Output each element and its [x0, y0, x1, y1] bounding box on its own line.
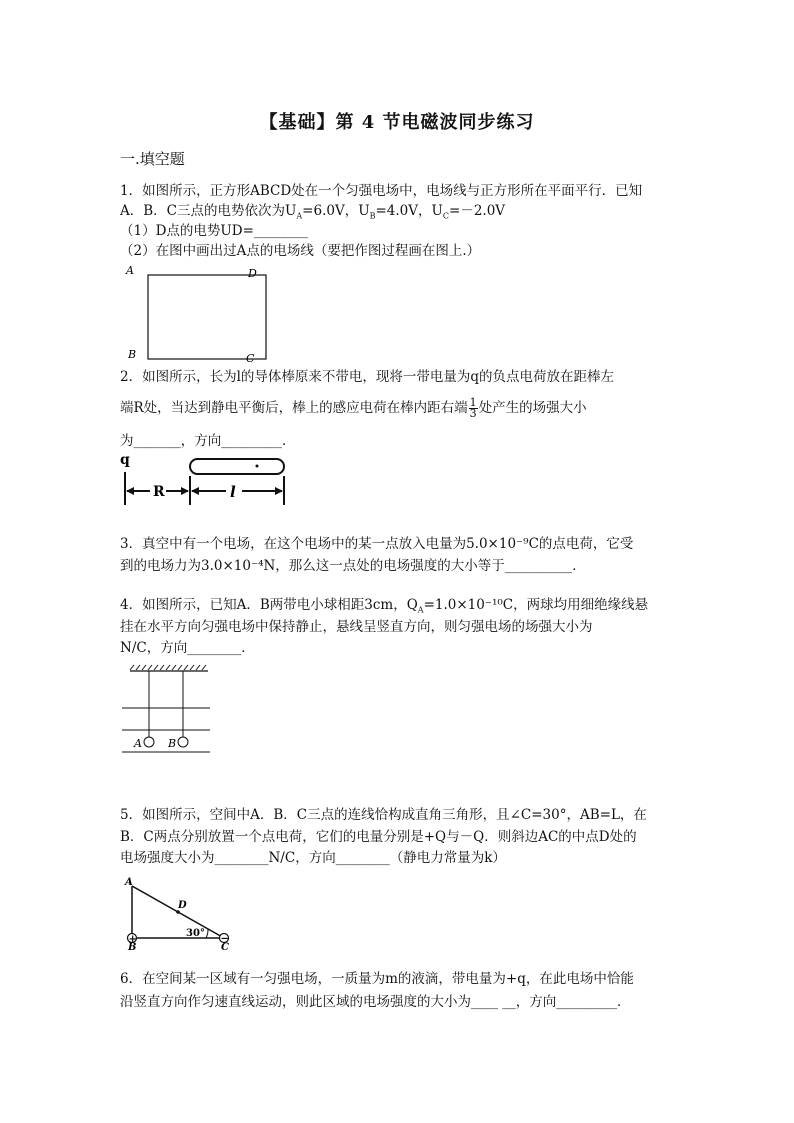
section-heading: 一.填空题: [120, 150, 185, 168]
q5-triangle-figure: [120, 874, 240, 950]
q2-label-l: l: [230, 483, 236, 501]
q5-label-d: D: [178, 900, 187, 911]
q4-line-2: 挂在水平方向匀强电场中保持静止，悬线呈竖直方向，则匀强电场的场强大小为: [120, 619, 593, 635]
q5-plus-sign: +: [128, 934, 137, 945]
q1-label-a: A: [126, 264, 134, 277]
q1-line-1: 1．如图所示，正方形ABCD处在一个匀强电场中，电场线与正方形所在平面平行．已知: [120, 183, 643, 199]
q5-line-1: 5．如图所示，空间中A．B．C三点的连线恰构成直角三角形，且∠C=30°，AB=L，在: [120, 807, 647, 823]
page-title: 【基础】第 4 节电磁波同步练习: [259, 112, 535, 133]
q4-line-1: 4．如图所示，已知A．B两带电小球相距3cm，$Q_A=1.0\times 10^{-10}C$，两球均用细绝缘线悬: [120, 597, 649, 615]
q5-angle-label: 30°: [186, 928, 205, 939]
q4-hanging-balls-figure: [120, 664, 215, 756]
q1-label-d: D: [248, 267, 257, 280]
q5-line-3: 电场强度大小为________N/C，方向________（静电力常量为k）: [120, 850, 506, 866]
q2-label-r: R: [153, 484, 165, 500]
q1-label-c: C: [246, 352, 255, 364]
q5-minus-sign: −: [220, 933, 229, 945]
q4-label-b: B: [168, 737, 177, 750]
q2-label-q: q: [120, 452, 130, 468]
q3-line-2: 到的电场力为3.0×10⁻⁴N，那么这一点处的电场强度的大小等于__________．: [120, 558, 586, 574]
q4-label-a: A: [134, 737, 142, 750]
q5-label-b: B: [128, 942, 137, 950]
q6-line-2: 沿竖直方向作匀速直线运动，则此区域的电场强度的大小为____ __，方向_________．: [120, 994, 631, 1010]
q6-line-1: 6．在空间某一区域有一匀强电场，一质量为m的液滴，带电量为+q，在此电场中恰能: [120, 971, 634, 987]
q2-line-2: 端R处，当达到静电平衡后，棒上的感应电荷在棒内距右端 $\frac{1}{3}$ 处产生的场强大小: [120, 396, 587, 420]
q3-line-1: 3．真空中有一个电场，在这个电场中的某一点放入电量为5.0×10⁻⁹C的点电荷，它受: [120, 536, 634, 552]
q1-line-2: A．B．C三点的电势依次为$U_A=6.0V$，$U_B=4.0V$，$U_C=-2.0V$: [120, 203, 506, 221]
q2-line-1: 2．如图所示，长为l的导体棒原来不带电，现将一带电量为q的负点电荷放在距棒左: [120, 369, 615, 385]
q1-square-figure: [120, 262, 270, 364]
q4-line-3: N/C，方向________．: [120, 640, 255, 656]
q1-line-4: （2）在图中画出过A点的电场线（要把作图过程画在图上.）: [120, 243, 481, 259]
q5-line-2: B．C两点分别放置一个点电荷，它们的电量分别是+Q与－Q．则斜边AC的中点D处的: [120, 829, 637, 845]
q1-label-b: B: [128, 348, 137, 361]
q1-line-3: （1）D点的电势UD=________: [120, 223, 308, 239]
q2-line-3: 为_______，方向_________．: [120, 433, 296, 449]
q5-label-a: A: [125, 877, 133, 888]
q2-rod-figure: [118, 450, 298, 508]
fraction-one-third: $\frac{1}{3}$: [469, 396, 477, 420]
q5-label-c: C: [221, 942, 229, 950]
